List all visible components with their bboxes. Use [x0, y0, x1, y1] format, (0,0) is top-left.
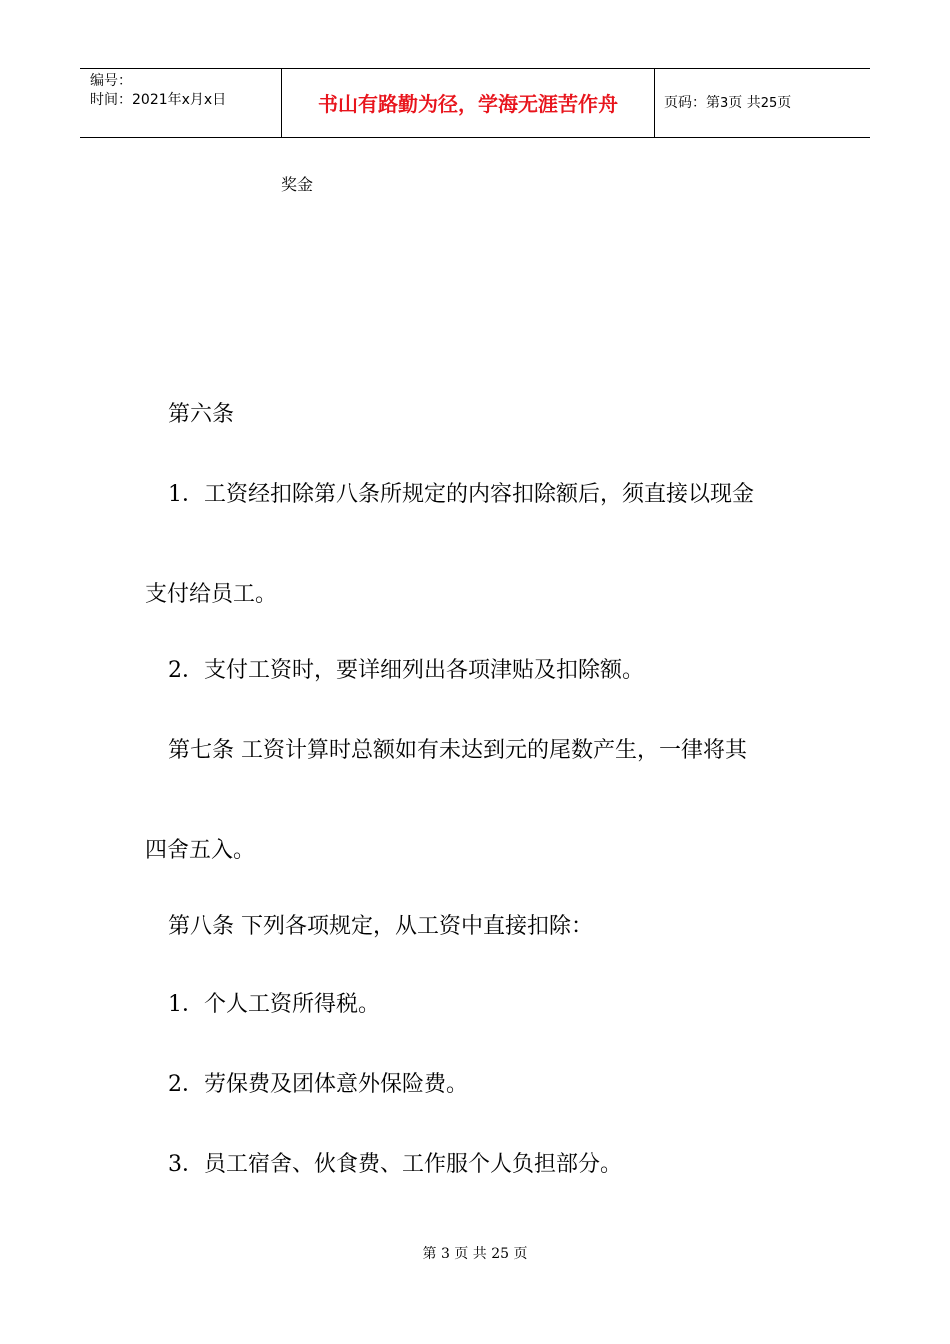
page-current: 3	[720, 96, 729, 111]
page-mid: 页 共	[728, 95, 761, 111]
header-page-cell	[654, 69, 870, 137]
text-fragment: 奖金	[281, 175, 314, 194]
document-date: 时间：2021年x月x日	[90, 92, 227, 108]
paragraph-line: 2．支付工资时，要详细列出各项津贴及扣除额。	[168, 658, 644, 683]
paragraph-line: 支付给员工。	[145, 582, 278, 607]
page-prefix: 页码：第	[664, 95, 720, 111]
article-7-line: 第七条 工资计算时总额如有未达到元的尾数产生，一律将其	[168, 738, 747, 763]
page-footer: 第 3 页 共 25 页	[422, 1246, 528, 1262]
article-6-heading: 第六条	[168, 402, 235, 427]
page-total: 25	[760, 96, 778, 111]
page-header	[80, 68, 870, 138]
document-number-label: 编号：	[90, 73, 132, 89]
header-page-indicator	[664, 94, 791, 113]
list-item: 2．劳保费及团体意外保险费。	[168, 1072, 468, 1097]
page-suffix: 页	[777, 95, 792, 111]
article-8-line: 第八条 下列各项规定，从工资中直接扣除：	[168, 914, 593, 939]
list-item: 1．个人工资所得税。	[168, 992, 380, 1017]
list-item: 3．员工宿舍、伙食费、工作服个人负担部分。	[168, 1152, 622, 1177]
header-motto: 书山有路勤为径，学海无涯苦作舟	[318, 92, 618, 116]
header-info-cell	[80, 69, 280, 137]
header-motto-cell	[281, 69, 655, 137]
paragraph-line: 1．工资经扣除第八条所规定的内容扣除额后，须直接以现金	[168, 482, 754, 507]
paragraph-line: 四舍五入。	[145, 838, 256, 863]
